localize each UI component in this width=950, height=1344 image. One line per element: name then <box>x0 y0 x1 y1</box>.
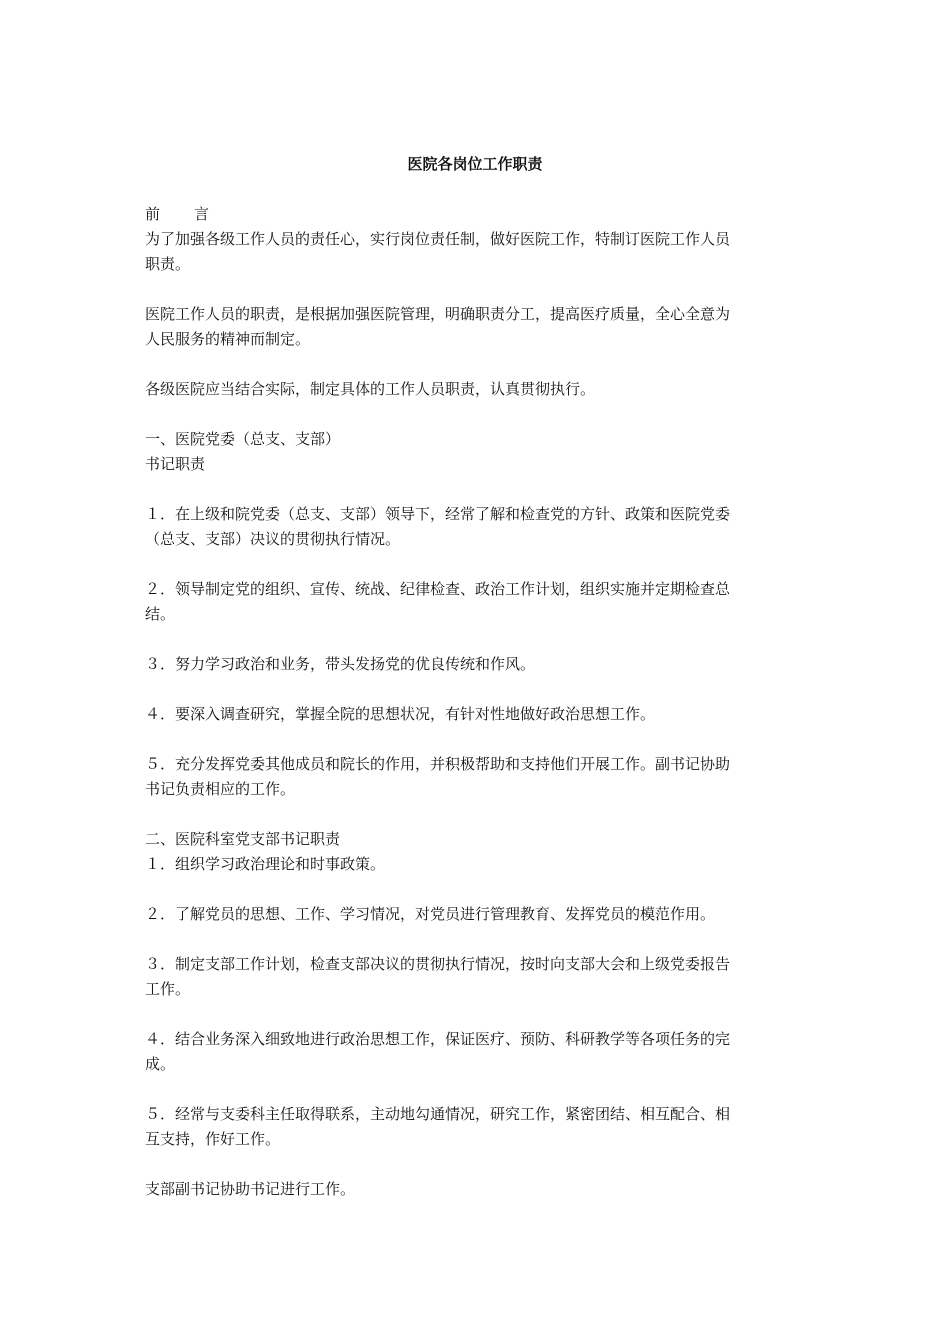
paragraph-line: 为了加强各级工作人员的责任心，实行岗位责任制，做好医院工作，特制订医院工作人员 <box>145 230 731 248</box>
list-item-line: 工作。 <box>145 980 191 998</box>
paragraph-line: 医院工作人员的职责，是根据加强医院管理，明确职责分工，提高医疗质量，全心全意为 <box>145 305 731 323</box>
paragraph-line: 人民服务的精神而制定。 <box>145 330 311 348</box>
list-item-line: 书记负责相应的工作。 <box>145 780 296 798</box>
list-item-line: ５．经常与支委科主任取得联系，主动地勾通情况，研究工作，紧密团结、相互配合、相 <box>145 1105 731 1123</box>
document-body <box>145 202 807 1202</box>
list-item-line: （总支、支部）决议的贯彻执行情况。 <box>145 530 401 548</box>
preface-heading-char-1: 前 <box>145 205 161 223</box>
preface-heading-char-2: 言 <box>194 205 210 223</box>
preface-heading <box>145 202 807 227</box>
paragraph-line: 职责。 <box>145 255 191 273</box>
list-item-line: ２．了解党员的思想、工作、学习情况，对党员进行管理教育、发挥党员的模范作用。 <box>145 905 716 923</box>
list-item-line: １．组织学习政治理论和时事政策。 <box>145 855 386 873</box>
paragraph-line: 支部副书记协助书记进行工作。 <box>145 1180 356 1198</box>
list-item-line: 互支持，作好工作。 <box>145 1130 281 1148</box>
list-item-line: １．在上级和院党委（总支、支部）领导下，经常了解和检查党的方针、政策和医院党委 <box>145 505 731 523</box>
list-item-line: ３．努力学习政治和业务，带头发扬党的优良传统和作风。 <box>145 655 536 673</box>
list-item-line: ２．领导制定党的组织、宣传、统战、纪律检查、政治工作计划，组织实施并定期检查总 <box>145 580 731 598</box>
section-subheading: 书记职责 <box>145 455 206 473</box>
list-item-line: ４．要深入调查研究，掌握全院的思想状况，有针对性地做好政治思想工作。 <box>145 705 656 723</box>
list-item-line: 成。 <box>145 1055 176 1073</box>
list-item-line: ３．制定支部工作计划，检查支部决议的贯彻执行情况，按时向支部大会和上级党委报告 <box>145 955 731 973</box>
paragraph-line: 各级医院应当结合实际，制定具体的工作人员职责，认真贯彻执行。 <box>145 380 596 398</box>
list-item-line: ５．充分发挥党委其他成员和院长的作用，并积极帮助和支持他们开展工作。副书记协助 <box>145 755 731 773</box>
list-item-line: ４．结合业务深入细致地进行政治思想工作，保证医疗、预防、科研教学等各项任务的完 <box>145 1030 731 1048</box>
section-heading: 二、医院科室党支部书记职责 <box>145 830 341 848</box>
section-heading: 一、医院党委（总支、支部） <box>145 430 341 448</box>
list-item-line: 结。 <box>145 605 176 623</box>
document-title: 医院各岗位工作职责 <box>407 155 543 173</box>
